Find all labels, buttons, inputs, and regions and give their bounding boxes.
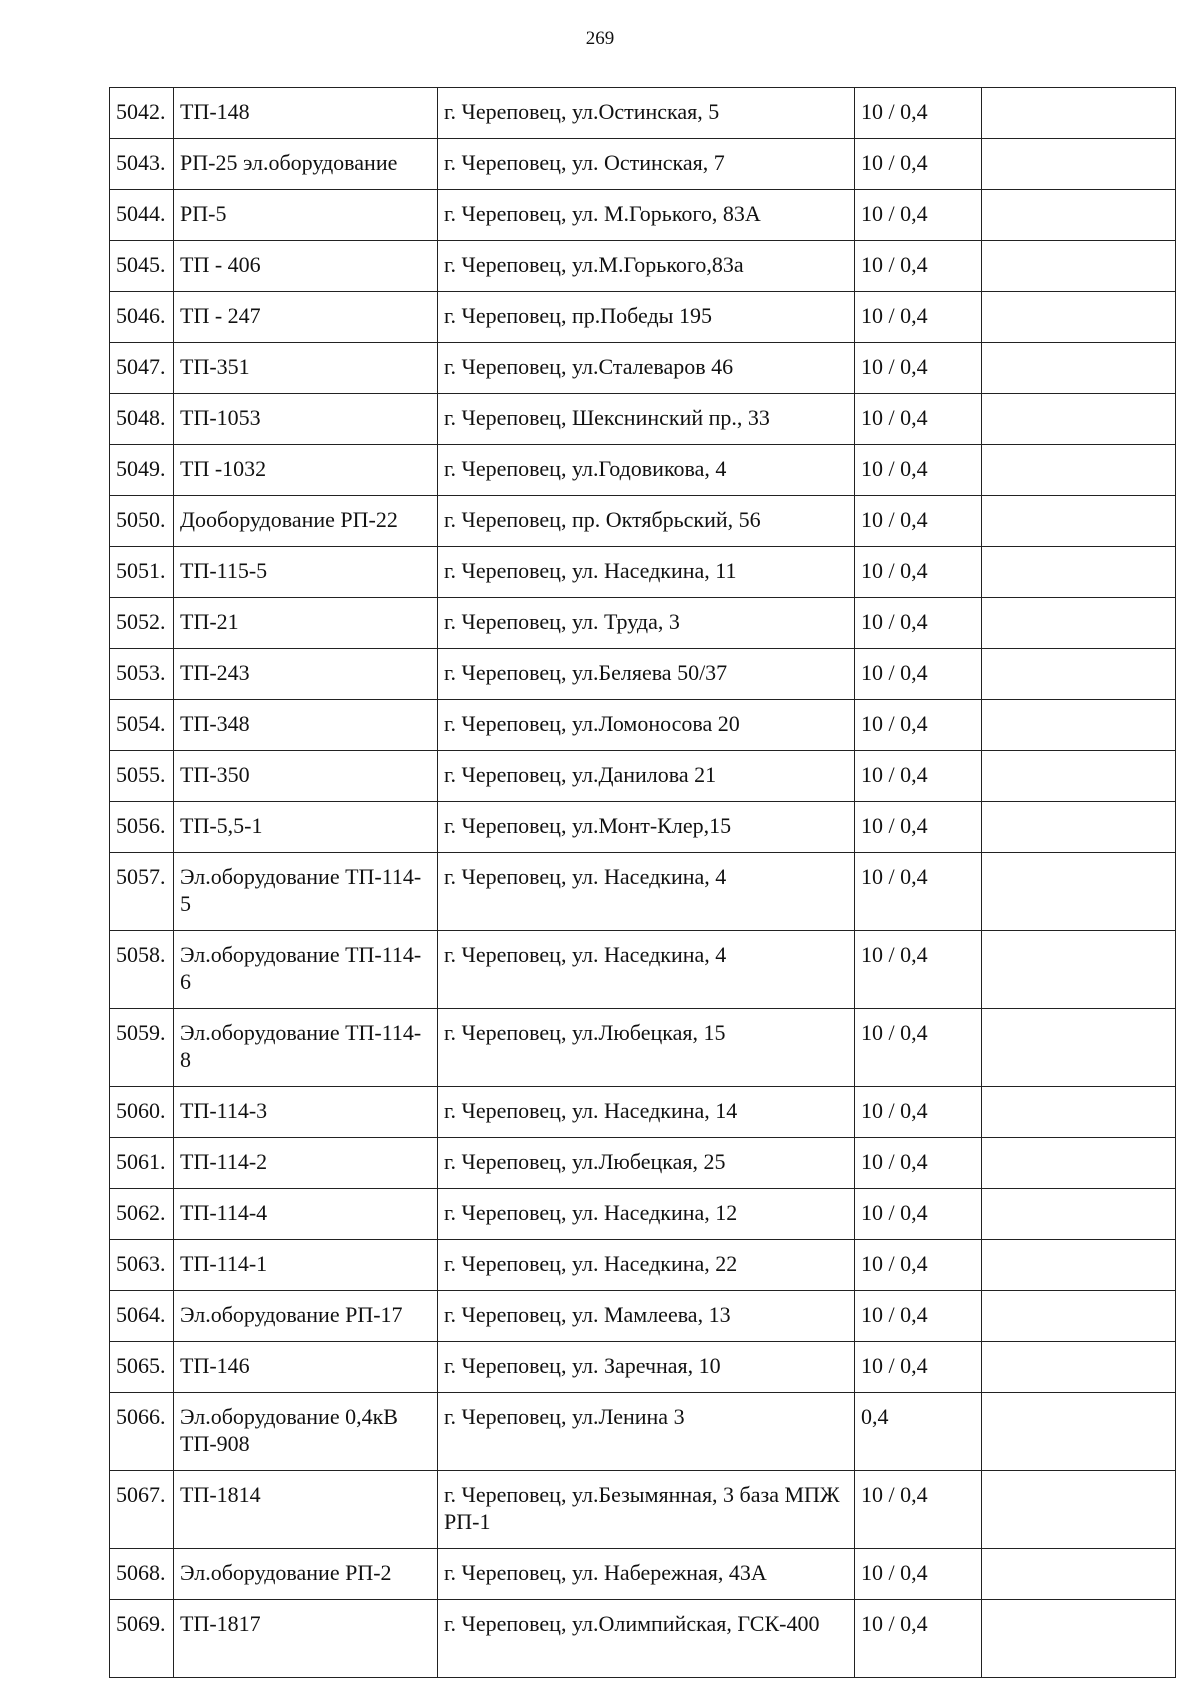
voltage-cell: 10 / 0,4 bbox=[855, 139, 982, 190]
table-row bbox=[110, 1393, 1176, 1471]
object-name-cell: Эл.оборудование ТП-114-8 bbox=[174, 1009, 438, 1087]
object-name-cell: ТП-351 bbox=[174, 343, 438, 394]
object-name-cell: Эл.оборудование РП-17 bbox=[174, 1291, 438, 1342]
note-cell bbox=[982, 343, 1176, 394]
object-name-cell: ТП-114-1 bbox=[174, 1240, 438, 1291]
note-cell bbox=[982, 1189, 1176, 1240]
address-cell: г. Череповец, пр.Победы 195 bbox=[438, 292, 855, 343]
note-cell bbox=[982, 547, 1176, 598]
table-row bbox=[110, 931, 1176, 1009]
table-row bbox=[110, 853, 1176, 931]
note-cell bbox=[982, 292, 1176, 343]
page-number: 269 bbox=[585, 28, 615, 49]
table-row bbox=[110, 1138, 1176, 1189]
address-cell: г. Череповец, Шекснинский пр., 33 bbox=[438, 394, 855, 445]
row-number-cell: 5052. bbox=[110, 598, 174, 649]
object-name-cell: Эл.оборудование ТП-114-6 bbox=[174, 931, 438, 1009]
table-row bbox=[110, 445, 1176, 496]
table-row bbox=[110, 649, 1176, 700]
object-name-cell: Эл.оборудование РП-2 bbox=[174, 1549, 438, 1600]
table-row bbox=[110, 1291, 1176, 1342]
voltage-cell: 10 / 0,4 bbox=[855, 1189, 982, 1240]
voltage-cell: 10 / 0,4 bbox=[855, 394, 982, 445]
table-row bbox=[110, 1189, 1176, 1240]
address-cell: г. Череповец, ул. Наседкина, 4 bbox=[438, 931, 855, 1009]
object-name-cell: Дооборудование РП-22 bbox=[174, 496, 438, 547]
row-number-cell: 5055. bbox=[110, 751, 174, 802]
table-row bbox=[110, 751, 1176, 802]
address-cell: г. Череповец, ул.Ломоносова 20 bbox=[438, 700, 855, 751]
object-name-cell: ТП-114-4 bbox=[174, 1189, 438, 1240]
row-number-cell: 5067. bbox=[110, 1471, 174, 1549]
row-number-cell: 5048. bbox=[110, 394, 174, 445]
note-cell bbox=[982, 88, 1176, 139]
address-cell: г. Череповец, пр. Октябрьский, 56 bbox=[438, 496, 855, 547]
note-cell bbox=[982, 598, 1176, 649]
voltage-cell: 10 / 0,4 bbox=[855, 1087, 982, 1138]
voltage-cell: 10 / 0,4 bbox=[855, 1600, 982, 1678]
note-cell bbox=[982, 931, 1176, 1009]
object-name-cell: ТП-114-2 bbox=[174, 1138, 438, 1189]
voltage-cell: 10 / 0,4 bbox=[855, 241, 982, 292]
note-cell bbox=[982, 1342, 1176, 1393]
address-cell: г. Череповец, ул. Набережная, 43А bbox=[438, 1549, 855, 1600]
row-number-cell: 5044. bbox=[110, 190, 174, 241]
voltage-cell: 10 / 0,4 bbox=[855, 88, 982, 139]
voltage-cell: 10 / 0,4 bbox=[855, 598, 982, 649]
row-number-cell: 5047. bbox=[110, 343, 174, 394]
registry-table-body bbox=[110, 88, 1176, 1678]
note-cell bbox=[982, 139, 1176, 190]
voltage-cell: 10 / 0,4 bbox=[855, 1471, 982, 1549]
object-name-cell: РП-25 эл.оборудование bbox=[174, 139, 438, 190]
row-number-cell: 5057. bbox=[110, 853, 174, 931]
row-number-cell: 5045. bbox=[110, 241, 174, 292]
voltage-cell: 10 / 0,4 bbox=[855, 802, 982, 853]
row-number-cell: 5051. bbox=[110, 547, 174, 598]
address-cell: г. Череповец, ул. Заречная, 10 bbox=[438, 1342, 855, 1393]
address-cell: г. Череповец, ул.Монт-Клер,15 bbox=[438, 802, 855, 853]
registry-table bbox=[109, 87, 1176, 1678]
object-name-cell: ТП - 247 bbox=[174, 292, 438, 343]
note-cell bbox=[982, 445, 1176, 496]
row-number-cell: 5058. bbox=[110, 931, 174, 1009]
table-row bbox=[110, 598, 1176, 649]
address-cell: г. Череповец, ул.Годовикова, 4 bbox=[438, 445, 855, 496]
voltage-cell: 10 / 0,4 bbox=[855, 1342, 982, 1393]
voltage-cell: 0,4 bbox=[855, 1393, 982, 1471]
table-row bbox=[110, 190, 1176, 241]
table-row bbox=[110, 394, 1176, 445]
note-cell bbox=[982, 1138, 1176, 1189]
table-row bbox=[110, 1009, 1176, 1087]
row-number-cell: 5043. bbox=[110, 139, 174, 190]
address-cell: г. Череповец, ул. Труда, 3 bbox=[438, 598, 855, 649]
object-name-cell: ТП-21 bbox=[174, 598, 438, 649]
address-cell: г. Череповец, ул.Любецкая, 15 bbox=[438, 1009, 855, 1087]
object-name-cell: ТП-148 bbox=[174, 88, 438, 139]
row-number-cell: 5049. bbox=[110, 445, 174, 496]
address-cell: г. Череповец, ул.Безымянная, 3 база МПЖ РП-1 bbox=[438, 1471, 855, 1549]
voltage-cell: 10 / 0,4 bbox=[855, 547, 982, 598]
row-number-cell: 5056. bbox=[110, 802, 174, 853]
note-cell bbox=[982, 1600, 1176, 1678]
voltage-cell: 10 / 0,4 bbox=[855, 700, 982, 751]
note-cell bbox=[982, 1087, 1176, 1138]
note-cell bbox=[982, 1291, 1176, 1342]
row-number-cell: 5063. bbox=[110, 1240, 174, 1291]
row-number-cell: 5068. bbox=[110, 1549, 174, 1600]
object-name-cell: ТП-1817 bbox=[174, 1600, 438, 1678]
voltage-cell: 10 / 0,4 bbox=[855, 1009, 982, 1087]
note-cell bbox=[982, 700, 1176, 751]
table-row bbox=[110, 292, 1176, 343]
table-row bbox=[110, 241, 1176, 292]
row-number-cell: 5062. bbox=[110, 1189, 174, 1240]
note-cell bbox=[982, 1549, 1176, 1600]
row-number-cell: 5042. bbox=[110, 88, 174, 139]
row-number-cell: 5069. bbox=[110, 1600, 174, 1678]
row-number-cell: 5066. bbox=[110, 1393, 174, 1471]
voltage-cell: 10 / 0,4 bbox=[855, 1138, 982, 1189]
note-cell bbox=[982, 496, 1176, 547]
voltage-cell: 10 / 0,4 bbox=[855, 1240, 982, 1291]
table-row bbox=[110, 496, 1176, 547]
object-name-cell: ТП-146 bbox=[174, 1342, 438, 1393]
voltage-cell: 10 / 0,4 bbox=[855, 190, 982, 241]
object-name-cell: РП-5 bbox=[174, 190, 438, 241]
address-cell: г. Череповец, ул.М.Горького,83а bbox=[438, 241, 855, 292]
address-cell: г. Череповец, ул.Беляева 50/37 bbox=[438, 649, 855, 700]
address-cell: г. Череповец, ул.Олимпийская, ГСК-400 bbox=[438, 1600, 855, 1678]
row-number-cell: 5065. bbox=[110, 1342, 174, 1393]
note-cell bbox=[982, 1393, 1176, 1471]
address-cell: г. Череповец, ул.Ленина 3 bbox=[438, 1393, 855, 1471]
voltage-cell: 10 / 0,4 bbox=[855, 445, 982, 496]
table-row bbox=[110, 1600, 1176, 1678]
note-cell bbox=[982, 649, 1176, 700]
row-number-cell: 5060. bbox=[110, 1087, 174, 1138]
note-cell bbox=[982, 1009, 1176, 1087]
table-row bbox=[110, 343, 1176, 394]
voltage-cell: 10 / 0,4 bbox=[855, 1291, 982, 1342]
address-cell: г. Череповец, ул. Наседкина, 22 bbox=[438, 1240, 855, 1291]
voltage-cell: 10 / 0,4 bbox=[855, 343, 982, 394]
row-number-cell: 5061. bbox=[110, 1138, 174, 1189]
address-cell: г. Череповец, ул. Наседкина, 11 bbox=[438, 547, 855, 598]
object-name-cell: ТП - 406 bbox=[174, 241, 438, 292]
row-number-cell: 5054. bbox=[110, 700, 174, 751]
address-cell: г. Череповец, ул.Любецкая, 25 bbox=[438, 1138, 855, 1189]
address-cell: г. Череповец, ул. Наседкина, 4 bbox=[438, 853, 855, 931]
row-number-cell: 5059. bbox=[110, 1009, 174, 1087]
object-name-cell: Эл.оборудование 0,4кВ ТП-908 bbox=[174, 1393, 438, 1471]
table-row bbox=[110, 1471, 1176, 1549]
table-row bbox=[110, 1240, 1176, 1291]
address-cell: г. Череповец, ул.Сталеваров 46 bbox=[438, 343, 855, 394]
note-cell bbox=[982, 802, 1176, 853]
voltage-cell: 10 / 0,4 bbox=[855, 853, 982, 931]
object-name-cell: ТП-1814 bbox=[174, 1471, 438, 1549]
object-name-cell: ТП-114-3 bbox=[174, 1087, 438, 1138]
address-cell: г. Череповец, ул. Наседкина, 12 bbox=[438, 1189, 855, 1240]
table-row bbox=[110, 1342, 1176, 1393]
note-cell bbox=[982, 1240, 1176, 1291]
table-row bbox=[110, 139, 1176, 190]
address-cell: г. Череповец, ул. Мамлеева, 13 bbox=[438, 1291, 855, 1342]
note-cell bbox=[982, 1471, 1176, 1549]
row-number-cell: 5050. bbox=[110, 496, 174, 547]
table-row bbox=[110, 1087, 1176, 1138]
address-cell: г. Череповец, ул. Остинская, 7 bbox=[438, 139, 855, 190]
voltage-cell: 10 / 0,4 bbox=[855, 649, 982, 700]
row-number-cell: 5064. bbox=[110, 1291, 174, 1342]
object-name-cell: ТП-243 bbox=[174, 649, 438, 700]
note-cell bbox=[982, 241, 1176, 292]
note-cell bbox=[982, 853, 1176, 931]
row-number-cell: 5046. bbox=[110, 292, 174, 343]
table-row bbox=[110, 700, 1176, 751]
object-name-cell: ТП-350 bbox=[174, 751, 438, 802]
table-row bbox=[110, 88, 1176, 139]
object-name-cell: ТП-115-5 bbox=[174, 547, 438, 598]
table-row bbox=[110, 802, 1176, 853]
voltage-cell: 10 / 0,4 bbox=[855, 496, 982, 547]
address-cell: г. Череповец, ул. М.Горького, 83А bbox=[438, 190, 855, 241]
object-name-cell: ТП-1053 bbox=[174, 394, 438, 445]
row-number-cell: 5053. bbox=[110, 649, 174, 700]
note-cell bbox=[982, 751, 1176, 802]
voltage-cell: 10 / 0,4 bbox=[855, 1549, 982, 1600]
object-name-cell: ТП-5,5-1 bbox=[174, 802, 438, 853]
address-cell: г. Череповец, ул.Данилова 21 bbox=[438, 751, 855, 802]
table-row bbox=[110, 547, 1176, 598]
note-cell bbox=[982, 394, 1176, 445]
note-cell bbox=[982, 190, 1176, 241]
object-name-cell: Эл.оборудование ТП-114-5 bbox=[174, 853, 438, 931]
voltage-cell: 10 / 0,4 bbox=[855, 931, 982, 1009]
table-row bbox=[110, 1549, 1176, 1600]
address-cell: г. Череповец, ул. Наседкина, 14 bbox=[438, 1087, 855, 1138]
address-cell: г. Череповец, ул.Остинская, 5 bbox=[438, 88, 855, 139]
voltage-cell: 10 / 0,4 bbox=[855, 292, 982, 343]
voltage-cell: 10 / 0,4 bbox=[855, 751, 982, 802]
object-name-cell: ТП -1032 bbox=[174, 445, 438, 496]
object-name-cell: ТП-348 bbox=[174, 700, 438, 751]
